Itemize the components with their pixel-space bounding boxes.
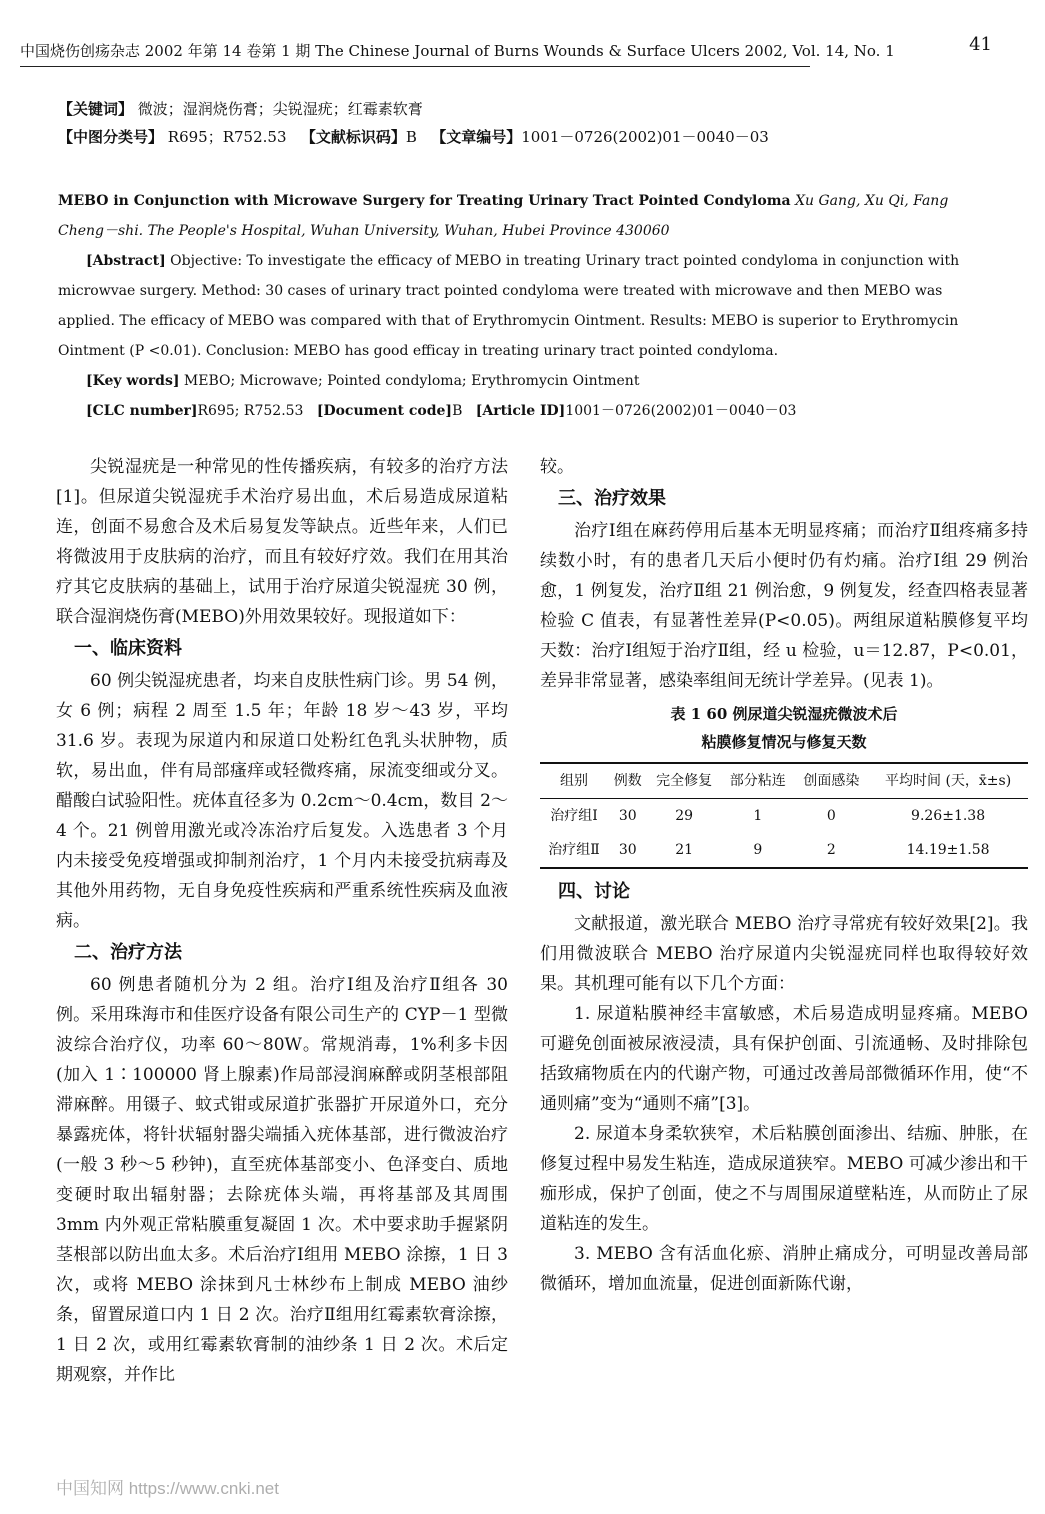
discussion-paragraph-1: 文献报道，激光联合 MEBO 治疗寻常疣有较好效果[2]。我们用微波联合 MEBO 治疗尿道内尖锐湿疣同样也取得较好效果。其机理可能有以下几个方面： [540,914,1028,994]
en-doc: B [452,403,463,419]
section-heading-clinical: 一、临床资料 [74,638,182,659]
cn-keywords-line [58,96,1018,122]
journal-header: 中国烧伤创疡杂志 2002 年第 14 卷第 1 期 The Chinese Journal of Burns Wounds & Surface Ulcers 2002, Vol. 14, No. 1 [20,42,895,60]
cn-doc-label: 【文献标识码】 [300,128,406,146]
discussion-paragraph-3: 2. 尿道本身柔软狭窄，术后粘膜创面渗出、结痂、肿胀，在修复过程中易发生粘连，造成尿道狭窄。MEBO 可减少渗出和干痂形成，保护了创面，使之不与周围尿道壁粘连，从而防止了尿道粘连的发生。 [540,1124,1028,1234]
table-cell: 29 [675,808,694,824]
en-keywords-label: [Key words] [86,373,180,389]
section-heading-results: 三、治疗效果 [558,488,666,509]
abstract-label: [Abstract] [86,253,166,269]
cn-keywords-label: 【关键词】 [58,100,134,118]
table-cell: 14.19±1.58 [906,842,990,858]
table-caption-line-1: 表 1 60 例尿道尖锐湿疣微波术后 [670,705,898,723]
table-row [540,833,1028,868]
table-cell: 0 [826,808,836,824]
en-clc-label: [CLC number] [86,403,198,419]
continued-text: 较。 [540,457,574,477]
page-number: 41 [969,34,992,55]
table-cell: 2 [826,842,836,858]
table-body [540,799,1028,869]
right-column [540,452,1028,1299]
method-paragraph: 60 例患者随机分为 2 组。治疗Ⅰ组及治疗Ⅱ组各 30 例。采用珠海市和佳医疗设备有限公司生产的 CYP－1 型微波综合治疗仪，功率 60～80W。常规消毒，1%利多卡因(加入 1∶100000 肾上腺素)作局部浸润麻醉或阴茎根部阻滞麻醉。用镊子、蚊式钳或尿道扩张器扩开尿道外口，充分暴露疣体，将针状辐射器尖端插入疣体基部，进行微波治疗(一般 3 秒～5 秒钟)，直至疣体基部变小、色泽变白、质地变硬时取出辐射器；去除疣体头端，再将基部及其周围 3mm 内外观正常粘膜重复凝固 1 次。术中要求助手握紧阴茎根部以防出血太多。术后治疗Ⅰ组用 MEBO 涂擦，1 日 3 次，或将 MEBO 涂抹到凡士林纱布上制成 MEBO 油纱条，留置尿道口内 1 日 2 次。治疗Ⅱ组用红霉素软膏涂擦，1 日 2 次，或用红霉素软膏制的油纱条 1 日 2 次。术后定期观察，并作比 [56,975,508,1385]
table-row [540,799,1028,834]
results-paragraph: 治疗Ⅰ组在麻药停用后基本无明显疼痛；而治疗Ⅱ组疼痛多持续数小时，有的患者几天后小便时仍有灼痛。治疗Ⅰ组 29 例治愈，1 例复发，治疗Ⅱ组 21 例治愈，9 例复发，经查四格表显著检验 C 值表，有显著性差异(P<0.05)。两组尿道粘膜修复平均天数：治疗Ⅰ组短于治疗Ⅱ组，经 u 检验，u＝12.87，P<0.01，差异非常显著，感染率组间无统计学差异。(见表 1)。 [540,521,1028,691]
cn-classification-line [58,124,1018,150]
intro-paragraph: 尖锐湿疣是一种常见的性传播疾病，有较多的治疗方法[1]。但尿道尖锐湿疣手术治疗易出血，术后易造成尿道粘连，创面不易愈合及术后易复发等缺点。近些年来，人们已将微波用于皮肤病的治疗，而且有较好疗效。我们在用其治疗其它皮肤病的基础上，试用于治疗尿道尖锐湿疣 30 例，联合湿润烧伤膏(MEBO)外用效果较好。现报道如下： [56,457,508,627]
cn-clc-label: 【中图分类号】 [58,128,164,146]
table-header-cell: 完全修复 [656,773,713,789]
table-header-cell: 创面感染 [803,773,860,789]
section-heading-method: 二、治疗方法 [74,942,182,963]
discussion-paragraph-4: 3. MEBO 含有活血化瘀、消肿止痛成分，可明显改善局部微循环，增加血流量，促进创面新陈代谢， [540,1244,1028,1294]
english-authors: Xu Gang, Xu Qi, Fang Cheng－shi. The People's Hospital, Wuhan University, Wuhan, Hubei Province 430060 [58,193,949,239]
table-cell: 21 [675,842,694,858]
table-cell: 30 [618,842,637,858]
english-title: MEBO in Conjunction with Microwave Surgery for Treating Urinary Tract Pointed Condyloma [58,193,791,209]
en-article-label: [Article ID] [475,403,566,419]
cn-doc: B [405,128,417,146]
abstract-text: Objective: To investigate the efficacy of MEBO in treating Urinary tract pointed condyloma in conjunction with microwvae surgery. Method: 30 cases of urinary tract pointed condyloma were treated with microwave and then MEBO was applied. The efficacy of MEBO was compared with that of Erythromycin Ointment. Results: MEBO is superior to Erythromycin Ointment (P <0.01). Conclusion: MEBO has good efficay in treating urinary tract pointed condyloma. [58,253,960,359]
table-cell: 治疗组Ⅰ [550,808,598,824]
en-doc-label: [Document code] [316,403,453,419]
clinical-paragraph: 60 例尖锐湿疣患者，均来自皮肤性病门诊。男 54 例，女 6 例；病程 2 周至 1.5 年；年龄 18 岁～43 岁，平均 31.6 岁。表现为尿道内和尿道口处粉红色乳头状肿物，质软，易出血，伴有局部瘙痒或轻微疼痛，尿流变细或分叉。醋酸白试验阳性。疣体直径多为 0.2cm～0.4cm，数目 2～4 个。21 例曾用激光或冷冻治疗后复发。入选患者 3 个月内未接受免疫增强或抑制剂治疗，1 个月内未接受抗病毒及其他外用药物，无自身免疫性疾病和严重系统性疾病及血液病。 [56,671,508,931]
en-clc: R695; R752.53 [197,403,304,419]
watermark: 中国知网 https://www.cnki.net [56,1479,279,1498]
en-keywords: MEBO; Microwave; Pointed condyloma; Erythromycin Ointment [183,373,640,389]
table-header-cell: 例数 [613,773,642,789]
left-column [56,452,508,1390]
results-table [540,762,1028,869]
section-heading-discussion: 四、讨论 [558,881,630,902]
table-cell: 9 [753,842,763,858]
header-rule [20,66,810,67]
cn-keywords: 微波；湿润烧伤膏；尖锐湿疣；红霉素软膏 [137,100,423,118]
cn-article-label: 【文章编号】 [431,128,522,146]
english-abstract [58,186,998,426]
table-caption-line-2: 粘膜修复情况与修复天数 [701,733,867,751]
en-article: 1001－0726(2002)01－0040－03 [565,403,797,419]
cn-article: 1001－0726(2002)01－0040－03 [521,128,769,146]
table-cell: 9.26±1.38 [911,808,986,824]
running-header [20,34,1010,61]
discussion-paragraph-2: 1. 尿道粘膜神经丰富敏感，术后易造成明显疼痛。MEBO 可避免创面被尿液浸渍，具有保护创面、引流通畅、及时排除包括致痛物质在内的代谢产物，可通过改善局部微循环作用，使“不通则痛”变为“通则不痛”[3]。 [540,1004,1028,1114]
table-header-cell: 部分粘连 [729,773,786,789]
table-header-row [540,763,1028,799]
cn-clc: R695；R752.53 [167,128,287,146]
table-caption [540,700,1028,756]
table-header-cell: 平均时间 (天，x̄±s) [885,773,1012,789]
table-header-cell: 组别 [560,773,589,789]
table-cell: 治疗组Ⅱ [548,842,600,858]
table-cell: 30 [618,808,637,824]
table-cell: 1 [753,808,763,824]
